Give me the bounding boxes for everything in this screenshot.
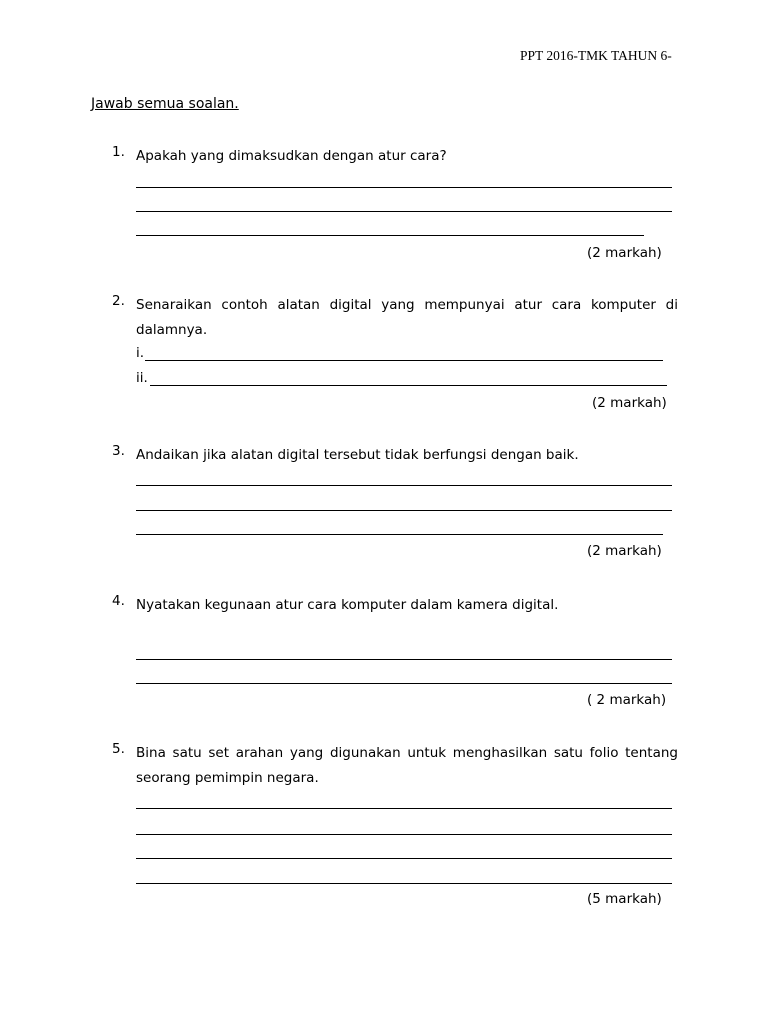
question-4: [112, 593, 678, 618]
question-text: Senaraikan contoh alatan digital yang mempunyai atur cara komputer di dalamnya.: [136, 297, 678, 338]
answer-line: [136, 485, 672, 486]
question-text: Nyatakan kegunaan atur cara komputer dalam kamera digital.: [136, 597, 559, 613]
answer-line: [136, 858, 672, 859]
question-text: Apakah yang dimaksudkan dengan atur cara?: [136, 148, 447, 164]
marks-label: (2 markah): [592, 395, 667, 411]
answer-line: [145, 360, 663, 361]
instruction-text: Jawab semua soalan.: [91, 96, 239, 112]
answer-line: [136, 883, 672, 884]
marks-label: ( 2 markah): [587, 692, 667, 708]
question-1: [112, 144, 678, 169]
answer-line: [150, 385, 667, 386]
question-number: 3.: [112, 443, 125, 459]
answer-line: [136, 187, 672, 188]
answer-line: [136, 659, 672, 660]
question-text: Andaikan jika alatan digital tersebut tidak berfungsi dengan baik.: [136, 447, 579, 463]
marks-label: (2 markah): [587, 543, 662, 559]
question-number: 2.: [112, 293, 125, 309]
answer-line: [136, 834, 672, 835]
answer-label-ii: ii.: [136, 370, 148, 386]
question-2: [112, 293, 678, 343]
question-5: [112, 741, 678, 791]
document-header: PPT 2016-TMK TAHUN 6-: [520, 48, 672, 63]
marks-label: (5 markah): [587, 891, 662, 907]
answer-line: [136, 211, 672, 212]
question-number: 4.: [112, 593, 125, 609]
question-text: Bina satu set arahan yang digunakan untuk menghasilkan satu folio tentang seorang pemimpin negara.: [136, 745, 678, 786]
answer-label-i: i.: [136, 345, 145, 361]
answer-line: [136, 683, 672, 684]
answer-line: [136, 510, 672, 511]
question-number: 1.: [112, 144, 125, 160]
answer-line: [136, 808, 672, 809]
question-3: [112, 443, 678, 468]
question-number: 5.: [112, 741, 125, 757]
marks-label: (2 markah): [587, 245, 662, 261]
answer-line: [136, 235, 644, 236]
answer-line: [136, 534, 663, 535]
